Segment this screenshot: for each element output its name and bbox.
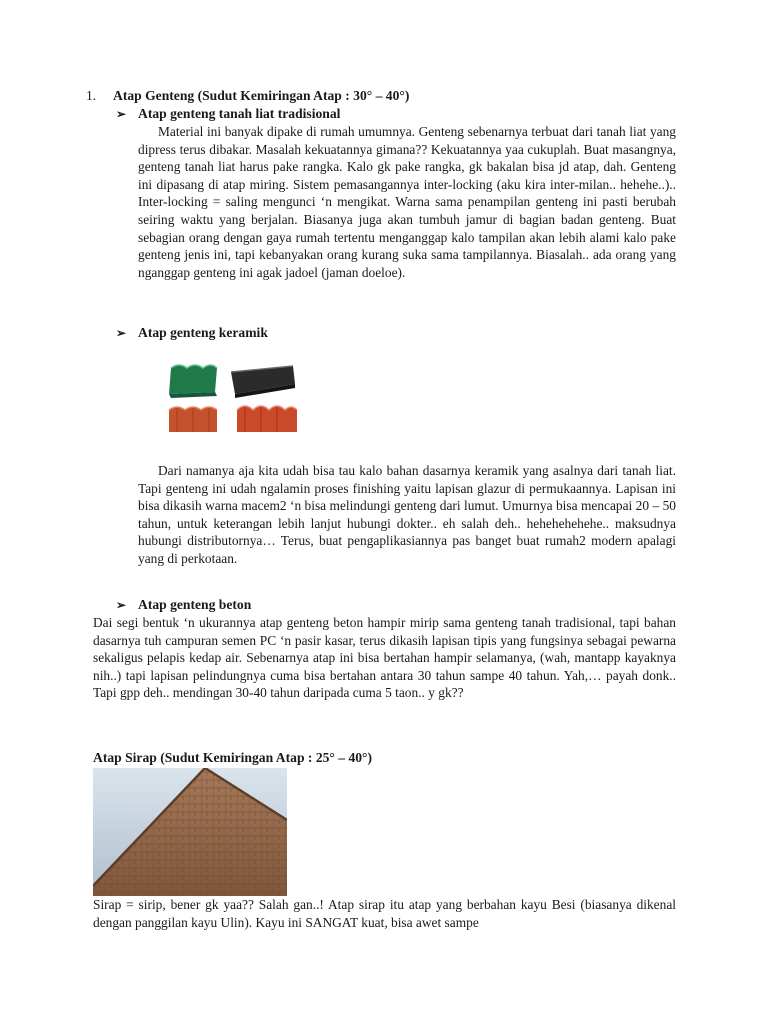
subsection-heading-tanah-liat: [116, 106, 340, 122]
section-number: 1.: [86, 88, 97, 103]
subsection-title: Atap genteng tanah liat tradisional: [138, 106, 341, 121]
green-tile: [169, 365, 217, 398]
section-heading-atap-sirap: [93, 750, 372, 766]
section-heading-atap-genteng: [86, 88, 409, 104]
paragraph-keramik: Dari namanya aja kita udah bisa tau kalo bahan dasarnya keramik yang asalnya dari tanah liat. Tapi genteng ini udah ngalamin proses finishing yaitu lapisan glazur di permukaannya. Lapisan ini bisa dikasih warna macem2 ‘n bisa melindungi genteng dari lumut. Umurnya bisa mencapai 20 – 50 tahun, untuk keterangan lebih lanjut hubungi dokter.. eh salah deh.. hehehehehehe.. maksudnya hubungi distributornya… Terus, buat pengaplikasiannya pas banget buat rumah2 modern apalagi yang di perkotaan.: [138, 463, 676, 566]
section-title: Atap Genteng (Sudut Kemiringan Atap : 30° – 40°): [113, 88, 410, 103]
paragraph-tanah-liat: Material ini banyak dipake di rumah umumnya. Genteng sebenarnya terbuat dari tanah liat yang dipress terus dibakar. Masalah kekuatannya gimana?? Kekuatannya yaa cukuplah. Buat masangnya, genteng tanah liat harus pake rangka. Kalo gk pake rangka, gk bakalan bisa jd atap, dah. Genteng ini dipasang di atap miring. Sistem pemasangannya inter-locking (aku kira inter-milan.. hehehe..).. Inter-locking = saling mengunci ‘n mengikat. Warna sama penampilan genteng ini pasti berubah seiring waktu yang berjalan. Biasanya juga akan tumbuh jamur di bagian badan genteng. Buat sebagian orang dengan gaya rumah tertentu menganggap kalo tampilan akan lebih alami kalo pake genteng jenis ini, tapi kebanyakan orang kurang suka sama tampilannya. Biasalah.. ada orang yang nganggap genteng ini agak jadoel (jaman doeloe).: [138, 124, 676, 280]
section-title: Atap Sirap (Sudut Kemiringan Atap : 25° – 40°): [93, 750, 373, 765]
subsection-title: Atap genteng keramik: [138, 325, 268, 340]
arrow-bullet-icon: ➢: [116, 107, 127, 121]
arrow-bullet-icon: ➢: [116, 598, 127, 612]
subsection-heading-keramik: [116, 325, 268, 341]
subsection-heading-beton: [116, 597, 251, 613]
paragraph-beton: Dai segi bentuk ‘n ukurannya atap genteng beton hampir mirip sama genteng tanah tradisional, tapi bahan dasarnya tuh campuran semen PC ‘n pasir kasar, terus dikasih lapisan tipis yang fungsinya sebagai pewarna sekaligus pelapis kedap air. Sebenarnya atap ini bisa bertahan hampir selamanya, (wah, mantapp kayaknya nih..) tapi lapisan pelindungnya cuma bisa bertahan antara 30 tahun sampe 40 tahun. Yah,… payah donk.. Tapi gpp deh.. mendingan 30-40 tahun daripada cuma 5 taon.. y gk??: [93, 615, 676, 701]
subsection-title: Atap genteng beton: [138, 597, 252, 612]
arrow-bullet-icon: ➢: [116, 326, 127, 340]
paragraph-sirap: Sirap = sirip, bener gk yaa?? Salah gan..! Atap sirap itu atap yang berbahan kayu Besi (biasanya dikenal dengan panggilan kayu Ulin). Kayu ini SANGAT kuat, bisa awet sampe: [93, 897, 676, 930]
sirap-roof-image: [93, 768, 287, 896]
red-tile: [169, 407, 217, 432]
red-tile: [237, 406, 297, 432]
black-tile: [231, 366, 295, 398]
ceramic-tiles-image: [165, 358, 301, 440]
